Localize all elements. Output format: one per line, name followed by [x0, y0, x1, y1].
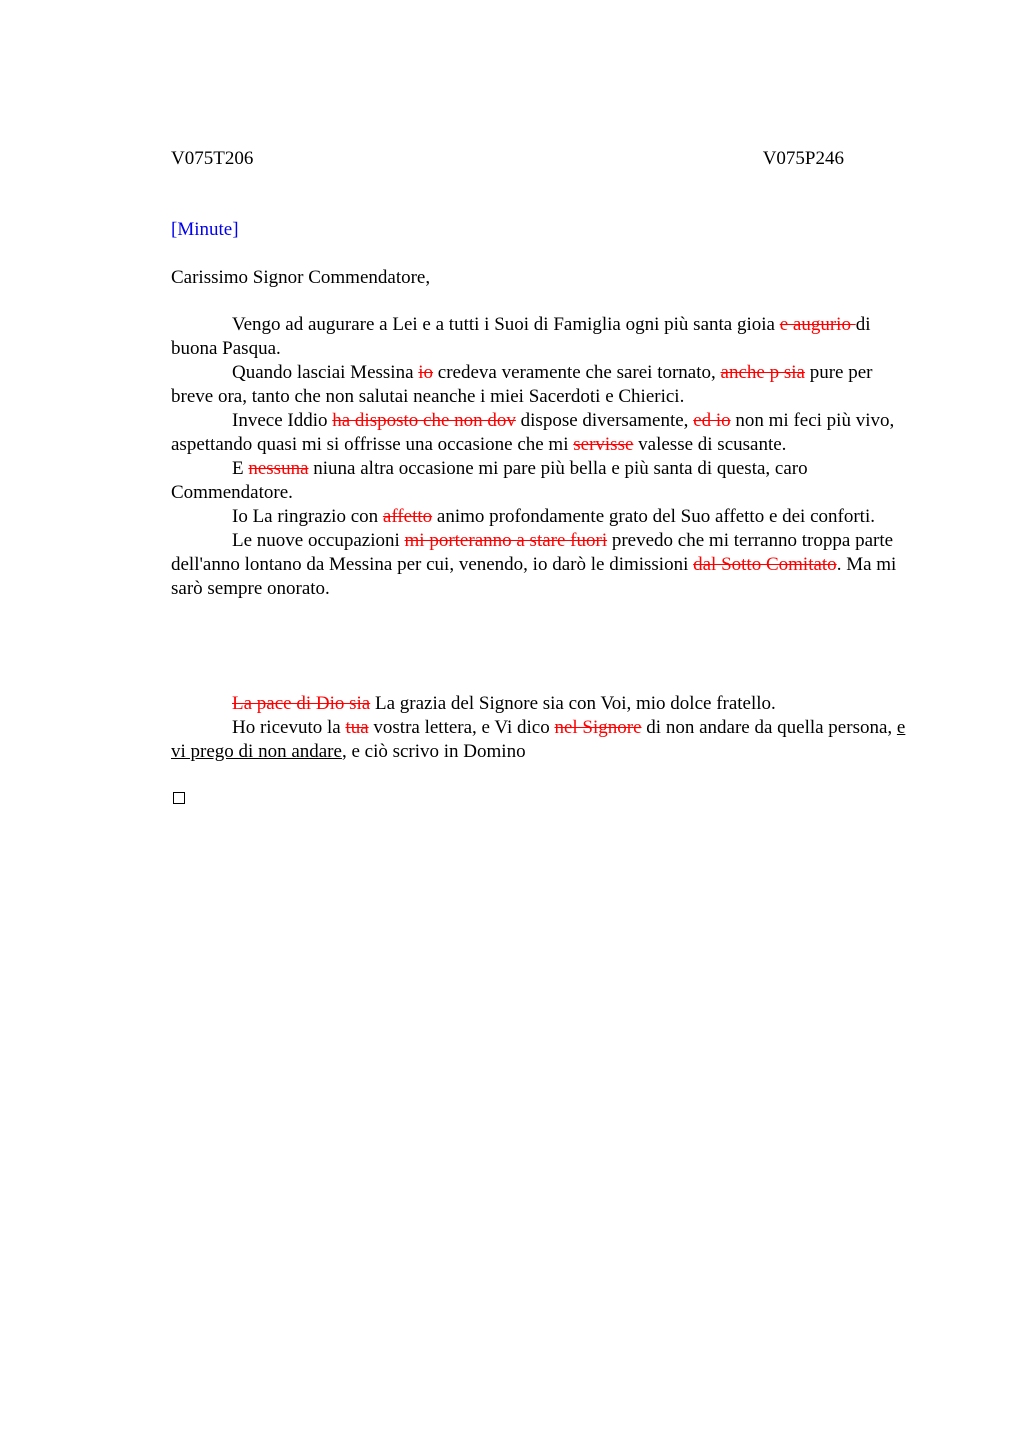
text-run: pure per breve ora, tanto che non salutai neanche i miei Sacerdoti e Chierici.	[171, 362, 873, 407]
underlined-text: e vi prego di non andare	[171, 717, 906, 762]
minute-label: [Minute]	[171, 219, 239, 240]
text-run: Invece Iddio	[232, 410, 333, 431]
text-run: valesse di scusante.	[633, 434, 787, 455]
paragraph	[171, 692, 911, 716]
text-run: Ho ricevuto la	[232, 717, 346, 738]
deleted-text: affetto	[382, 506, 433, 527]
deleted-text: dal Sotto Comitato	[693, 554, 837, 575]
deleted-text: e augurio	[779, 314, 856, 335]
text-run: La grazia del Signore sia con Voi, mio dolce fratello.	[370, 693, 776, 714]
text-run: dispose diversamente,	[515, 410, 694, 431]
deleted-text: tua	[345, 717, 369, 738]
text-run: . Ma mi sarò sempre onorato.	[171, 554, 897, 599]
text-run: Quando lasciai Messina	[232, 362, 419, 383]
deleted-text: ha disposto che non dov	[332, 410, 516, 431]
text-run: E	[232, 458, 249, 479]
deleted-text: nessuna	[248, 458, 309, 479]
text-run: Le nuove occupazioni	[232, 530, 405, 551]
deleted-text: servisse	[573, 434, 634, 455]
paragraph	[171, 457, 911, 505]
deleted-text: mi porteranno a stare fuori	[404, 530, 608, 551]
text-run: Io La ringrazio con	[232, 506, 383, 527]
text-run: vostra lettera, e Vi dico	[368, 717, 555, 738]
paragraph	[171, 409, 911, 457]
deleted-text: anche p sia	[720, 362, 805, 383]
deleted-text: La pace di Dio sia	[232, 693, 371, 714]
text-code: V075T206	[171, 148, 254, 169]
deleted-text: nel Signore	[554, 717, 642, 738]
paragraph	[171, 529, 911, 601]
paragraph	[171, 313, 911, 361]
text-run: prevedo che mi terranno troppa parte dell'anno lontano da Messina per cui, venendo, io darò le dimissioni	[171, 530, 894, 575]
deleted-text: io	[418, 362, 434, 383]
paragraph	[171, 716, 911, 764]
text-run: di non andare da quella persona,	[641, 717, 897, 738]
second-letter-body	[171, 692, 911, 764]
text-run: Vengo ad augurare a Lei e a tutti i Suoi di Famiglia ogni più santa gioia	[232, 314, 780, 335]
text-run: di buona Pasqua.	[171, 314, 871, 359]
document-codes	[171, 147, 844, 171]
text-run: animo profondamente grato del Suo affetto e dei conforti.	[432, 506, 875, 527]
text-run: credeva veramente che sarei tornato,	[433, 362, 721, 383]
paragraph	[171, 361, 911, 409]
paragraph	[171, 505, 911, 529]
text-run: , e ciò scrivo in Domino	[341, 741, 526, 762]
checkbox-square-icon	[173, 792, 185, 804]
text-run: niuna altra occasione mi pare più bella e più santa di questa, caro Commendatore.	[171, 458, 808, 503]
deleted-text: ed io	[693, 410, 731, 431]
page-code: V075P246	[762, 148, 844, 169]
letter-body	[171, 313, 911, 601]
salutation: Carissimo Signor Commendatore,	[171, 267, 431, 288]
text-run: non mi feci più vivo, aspettando quasi mi si offrisse una occasione che mi	[171, 410, 895, 455]
